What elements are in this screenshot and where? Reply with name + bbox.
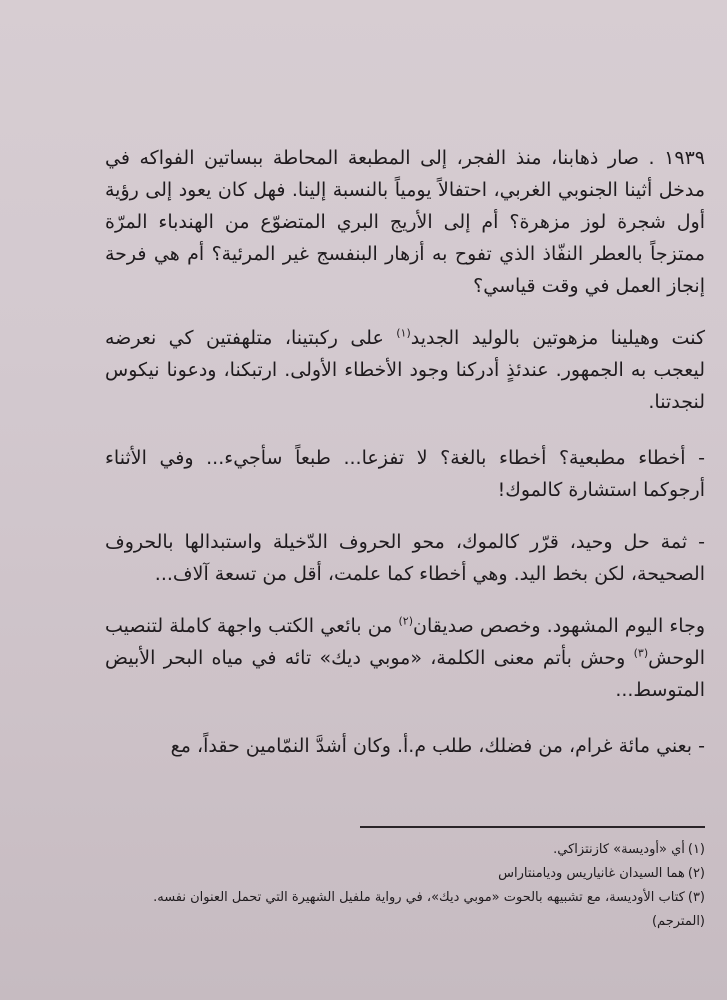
footnote-text: كتاب الأوديسة، مع تشبيهه بالحوت «موبي ديك»، في رواية ملفيل الشهيرة التي تحمل العنوان نفسه. [153,890,685,905]
paragraph-text: - بعني مائة غرام، من فضلك، طلب م.أ. وكان أشدَّ النمّامين حقداً، مع [170,735,705,757]
footnote-3 [105,886,705,910]
footnote-divider [360,826,705,828]
footnote-ref: (١) [396,326,411,340]
footnote-text: أي «أوديسة» كازنتزاكي. [553,842,685,857]
paragraph-1 [105,142,705,302]
paragraph-text: وجاء اليوم المشهود. وخصص صديقان [412,615,706,637]
footnote-text: (المترجم) [651,914,705,929]
paragraph-5 [105,610,705,706]
paragraph-4 [105,526,705,590]
footnote-ref: (٢) [398,614,413,628]
footnote-2 [105,862,705,886]
paragraph-3 [105,442,705,506]
footnote-ref: (٣) [633,646,649,660]
footnote-number: (١) [687,842,705,857]
footnote-text: هما السيدان غانياريس وديامنتاراس [498,866,685,881]
footnote-number: (٢) [687,866,705,881]
paragraph-text: - أخطاء مطبعية؟ أخطاء بالغة؟ لا تفزعا... طبعاً سأجيء... وفي الأثناء أرجوكما استشارة كالموك! [105,447,705,501]
paragraph-text: كنت وهيلينا مزهوتين بالوليد الجديد [410,327,705,349]
paragraph-2 [105,322,705,418]
footnote-number: (٣) [687,890,705,905]
footnote-1 [105,838,705,862]
paragraph-text: - ثمة حل وحيد، قرّر كالموك، محو الحروف الدّخيلة واستبدالها بالحروف الصحيحة، لكن بخط اليد. وهي أخطاء كما علمت، أقل من تسعة آلاف... [105,531,705,585]
paragraph-6 [105,730,705,762]
body-text [105,142,705,786]
translator-note [105,910,705,934]
footnotes [105,838,705,934]
paragraph-text: وحش بأتم معنى الكلمة، «موبي ديك» تائه في مياه البحر الأبيض المتوسط... [105,647,705,701]
paragraph-text: من بائعي الكتب واجهة كاملة لتنصيب الوحش [105,615,705,669]
paragraph-text: ١٩٣٩ . صار ذهابنا، منذ الفجر، إلى المطبعة المحاطة ببساتين الفواكه في مدخل أثينا الجنوبي الغربي، احتفالاً يومياً بالنسبة إلينا. فهل كان يعود إلى رؤية أول شجرة لوز مزهرة؟ أم إلى الأريج البري المتضوّع من الهندباء المرّة ممتزجاً بالعطر النفّاذ الذي تفوح به أزهار البنفسج غير المرئية؟ أم هي فرحة إنجاز العمل في وقت قياسي؟ [105,147,705,297]
paragraph-text: على ركبتينا، متلهفتين كي نعرضه ليعجب به الجمهور. عندئذٍ أدركنا وجود الأخطاء الأولى. ارتبكنا، ودعونا نيكوس لنجدتنا. [105,327,705,413]
